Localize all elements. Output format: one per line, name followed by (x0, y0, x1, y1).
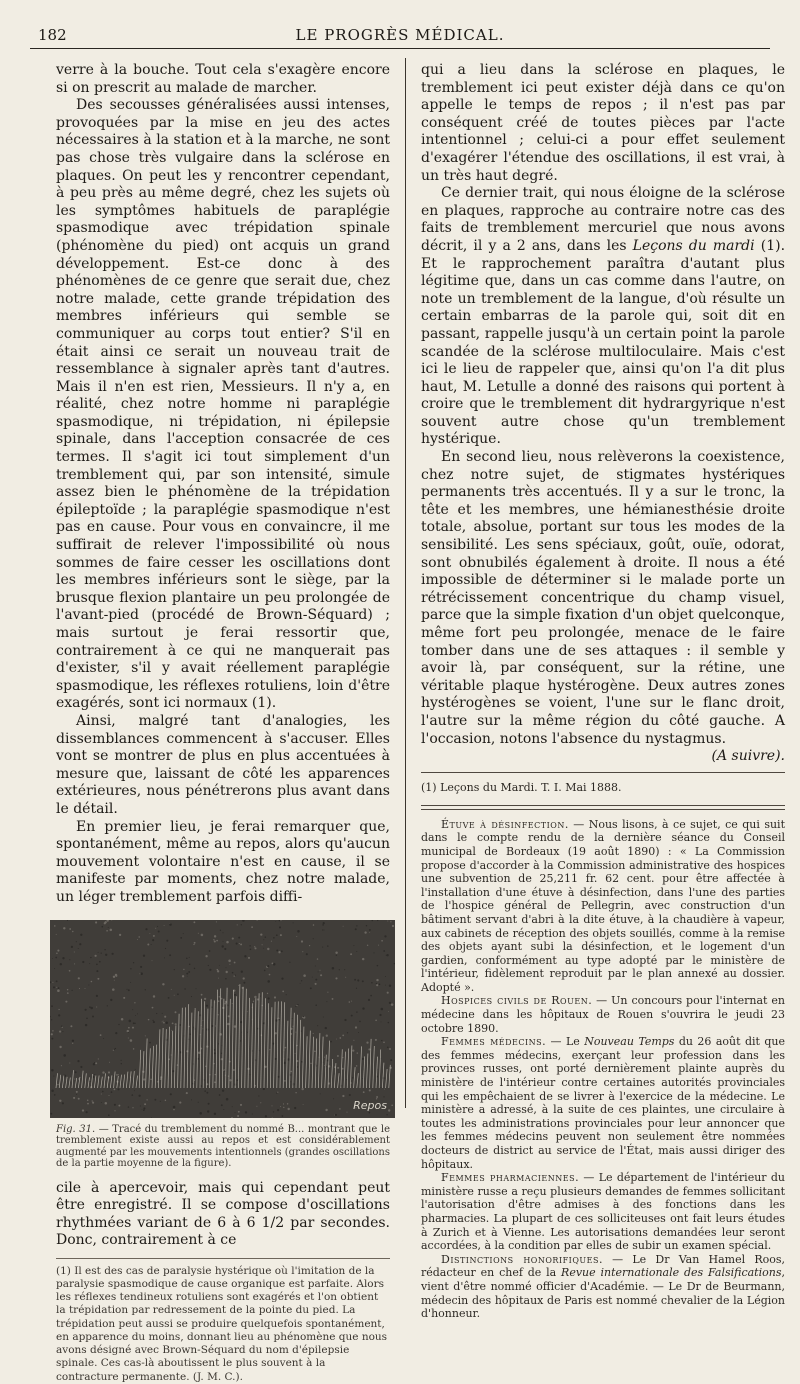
italic-title: Leçons du mardi (632, 237, 755, 254)
column-divider (405, 58, 406, 1108)
tremor-trace-image (50, 920, 395, 1118)
news-text: — Le département de l'intérieur du ministère russe a reçu plusieurs demandes de femmes sollicitant l'autorisation d'être admises à des fonctions dans les pharmacies. La plupart de ces solliciteuses ont fait leurs études à Zurich et à Vienne. Les autorisations demandées leur seront accordées, à la condition par elles de subir un examen spécial. (421, 1171, 785, 1253)
news-heading: Femmes pharmaciennes. (441, 1171, 580, 1185)
double-divider (421, 805, 785, 810)
news-item (421, 1253, 785, 1321)
news-item (421, 1171, 785, 1253)
news-text: du 26 août dit que des femmes médecins, exerçant leur profession dans les provinces russes, ont porté dernièrement plainte auprès du ministère de l'intérieur contre certaines autorités provinciales qui les empêchaient de se livrer à l'exercice de la médecine. Le ministère a adressé, à la suite de ces plaintes, une circulaire à toutes les administrations provinciales pour leur annoncer que les femmes médecins peuvent non seulement être nommées docteurs de district au service de l'État, mais aussi diriger des hôpitaux. (421, 1035, 785, 1171)
news-text: — Le Dr Van Hamel Roos, rédacteur en chef de la (421, 1252, 785, 1280)
news-text: — Le (546, 1035, 585, 1049)
left-column (56, 62, 390, 1383)
figure-number: Fig. 31. (56, 1123, 96, 1135)
figure-label: Repos (353, 1098, 387, 1112)
page-header (30, 22, 770, 49)
figure-caption (56, 1124, 390, 1170)
news-item (421, 818, 785, 995)
text-run: (1). Et le rapprochement paraîtra d'autant plus légitime que, dans un cas comme dans l'autre, on note un tremblement de la langue, d'où résulte un certain embarras de la parole qui, soit dit en passant, rappelle jusqu'à un certain point la parole scandée de la sclérose multiloculaire. Mais c'est ici le lieu de rappeler que, ainsi qu'on l'a dit plus haut, M. Letulle a donné des raisons qui portent à croire que le tremblement dit hydrargyrique n'est souvent autre chose qu'un tremblement hystérique. (421, 237, 786, 448)
to-be-continued: (A suivre). (711, 748, 785, 765)
italic-title: Revue internationale des Falsifications (561, 1266, 782, 1280)
paragraph: Des secousses généralisées aussi intenses, provoquées par la mise en jeu des actes nécessaires à la station et à la marche, ne sont pas chose très vulgaire dans la sclérose en plaques. On peut les y rencontrer cependant, à peu près au même degré, chez les sujets où les symptômes habituels de paraplégie spasmodique avec trépidation spinale (phénomène du pied) ont acquis un grand développement. Est-ce donc à des phénomènes de ce genre que serait due, chez notre malade, cette grande trépidation des membres inférieurs qui semble se communiquer au corps tout entier? S'il en était ainsi ce serait un nouveau trait de ressemblance à signaler après tant d'autres. Mais il n'en est rien, Messieurs. Il n'y a, en réalité, chez notre homme ni paraplégie spasmodique, ni trépidation, ni épilepsie spinale, dans l'acception consacrée de ces termes. Il s'agit ici tout simplement d'un tremblement qui, par son intensité, simule assez bien le phénomène de la trépidation épileptoïde ; la paraplégie spasmodique n'est pas en cause. Pour vous en convaincre, il me suffirait de relever l'impossibilité où nous sommes de faire cesser les oscillations dont les membres inférieurs sont le siège, par la brusque flexion plantaire un peu prolongée de l'avant-pied (procédé de Brown-Séquard) ; mais surtout je ferai ressortir que, contrairement à ce qui ne manquerait pas d'exister, s'il y avait réellement paraplégie spasmodique, les réflexes rotuliens, loin d'être exagérés, sont ici normaux (1). (56, 97, 390, 712)
paragraph: qui a lieu dans la sclérose en plaques, le tremblement ici peut exister déjà dans ce qu'on appelle le temps de repos ; il n'est pas par conséquent créé de toutes pièces par l'acte intentionnel ; celui-ci a pour effet seulement d'exagérer l'étendue des oscillations, il est vrai, à un très haut degré. (421, 62, 785, 184)
news-text: — Un concours pour l'internat en médecine dans les hôpitaux de Rouen s'ouvrira le jeudi 23 octobre 1890. (421, 994, 785, 1035)
paragraph: En premier lieu, je ferai remarquer que, spontanément, même au repos, alors qu'aucun mouvement volontaire n'est en cause, il se manifeste par moments, chez notre malade, un léger tremblement parfois diffi- (56, 818, 390, 905)
news-heading: Femmes médecins. (441, 1035, 547, 1049)
footnote: (1) Il est des cas de paralysie hystérique où l'imitation de la paralysie spasmodique de cause organique est parfaite. Alors les réflexes tendineux rotuliens sont exagérés et l'on obtient la trépidation par redressement de la pointe du pied. La trépidation peut aussi se produire quelquefois spontanément, en apparence du moins, donnant lieu au phénomène que nous avons désigné avec Brown-Séquard du nom d'épilepsie spinale. Ces cas-là aboutissent le plus souvent à la contracture permanente. (J. M. C.). (56, 1258, 390, 1384)
journal-title: LE PROGRÈS MÉDICAL. (295, 26, 505, 44)
caption-text: — Tracé du tremblement du nommé B... montrant que le tremblement existe aussi au repos et est considérablement augmenté par les mouvements intentionnels (grandes oscillations de la partie moyenne de la figure). (56, 1123, 390, 1169)
text-run: Ce dernier trait, qui nous éloigne de la sclérose en plaques, rapproche au contraire notre cas des faits de tremblement mercuriel que nous avons décrit, il y a 2 ans, dans les (421, 185, 785, 254)
paragraph: En second lieu, nous relèverons la coexistence, chez notre sujet, de stigmates hystériques permanents très accentués. Il y a sur le tronc, la tête et les membres, une hémianesthésie droite totale, absolue, portant sur tous les modes de la sensibilité. Les sens spéciaux, goût, ouïe, odorat, sont obnubilés également à droite. Il nous a été impossible de déterminer si le malade porte un rétrécissement concentrique du champ visuel, parce que la simple fixation d'un objet quelconque, même fort peu prolongée, menace de le faire tomber dans une de ses attaques : il semble y avoir là, par conséquent, sur la rétine, une véritable plaque hystérogène. Deux autres zones hystérogènes se voient, l'une sur le flanc droit, l'autre sur la même région du côté gauche. A l'occasion, notons l'absence du nystagmus. (421, 449, 785, 747)
page-number: 182 (38, 26, 67, 44)
paragraph: cile à apercevoir, mais qui cependant peut être enregistré. Il se compose d'oscillations rhythmées variant de 6 à 6 1/2 par secondes. Donc, contrairement à ce (56, 1179, 390, 1249)
news-heading: Distinctions honorifiques. (441, 1252, 603, 1266)
news-item (421, 1035, 785, 1171)
paragraph: verre à la bouche. Tout cela s'exagère encore si on prescrit au malade de marcher. (56, 62, 390, 96)
italic-title: Nouveau Temps (584, 1035, 675, 1049)
paragraph: Ainsi, malgré tant d'analogies, les dissemblances commencent à s'accuser. Elles vont se montrer de plus en plus accentuées à mesure que, laissant de côté les apparences extérieures, nous pénétrerons plus avant dans le détail. (56, 712, 390, 817)
news-text: , vient d'être nommé officier d'Académie. — Le Dr de Beurmann, médecin des hôpitaux de Paris est nommé chevalier de la Légion d'honneur. (421, 1266, 785, 1321)
news-text: — Nous lisons, à ce sujet, ce qui suit dans le compte rendu de la dernière séance du Conseil municipal de Bordeaux (19 août 1890) : « La Commission propose d'accorder à la Commission administrative des hospices une subvention de 25,211 fr. 62 cent. pour être affectée à l'installation d'une étuve à désinfection, dans l'une des parties de l'hospice général de Pellegrin, avec construction d'un bâtiment servant d'abri à la dite étuve, à la chaudière à vapeur, aux cabinets de réception des objets souillés, comme à la remise des objets ayant subi la désinfection, et le logement d'un gardien, conformément au type adopté par le ministère de l'intérieur, fidèlement reproduit par le plan annexé au dossier. Adopté ». (421, 817, 785, 994)
news-heading: Étuve à désinfection. (441, 817, 569, 831)
news-item (421, 994, 785, 1035)
divider (421, 772, 785, 773)
tremor-trace-figure (50, 920, 395, 1118)
footnote: (1) Leçons du Mardi. T. I. Mai 1888. (421, 781, 622, 795)
news-heading: Hospices civils de Rouen. (441, 994, 593, 1008)
right-column (421, 62, 786, 1321)
paragraph (421, 185, 785, 449)
